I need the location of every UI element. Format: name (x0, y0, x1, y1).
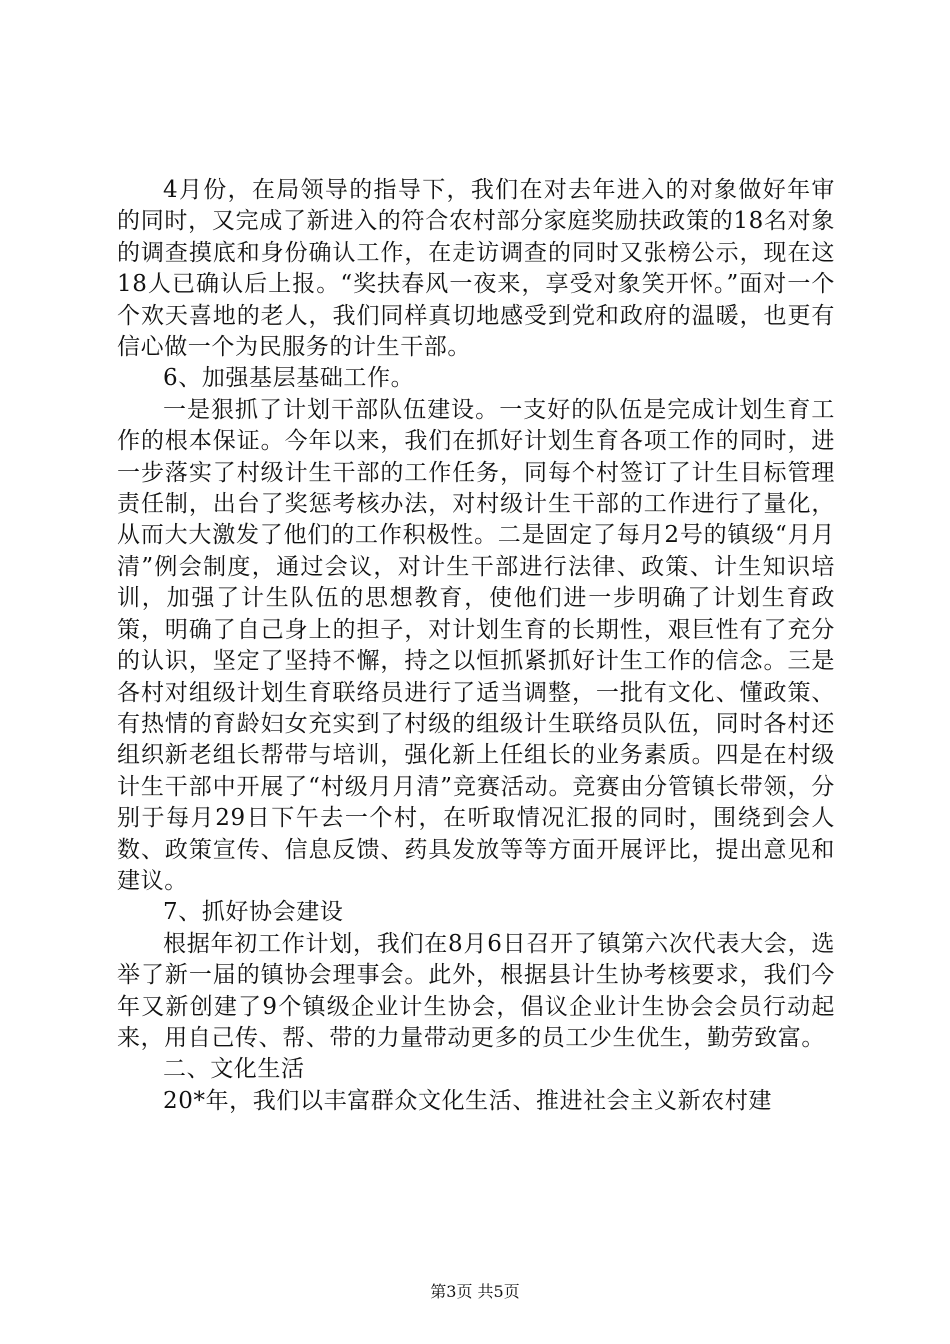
paragraph-grassroots-work: 一是狠抓了计划干部队伍建设。一支好的队伍是完成计划生育工作的根本保证。今年以来，我们在抓好计划生育各项工作的同时，进一步落实了村级计生干部的工作任务，同每个村签订了计生目标管理责任制，出台了奖惩考核办法，对村级计生干部的工作进行了量化，从而大大激发了他们的工作积极性。二是固定了每月2号的镇级“月月清”例会制度，通过会议，对计生干部进行法律、政策、计生知识培训，加强了计生队伍的思想教育，使他们进一步明确了计划生育政策，明确了自己身上的担子，对计划生育的长期性，艰巨性有了充分的认识，坚定了坚持不懈，持之以恒抓紧抓好计生工作的信念。三是各村对组级计划生育联络员进行了适当调整，一批有文化、懂政策、有热情的育龄妇女充实到了村级的组级计生联络员队伍，同时各村还组织新老组长帮带与培训，强化新上任组长的业务素质。四是在村级计生干部中开展了“村级月月清”竞赛活动。竞赛由分管镇长带领，分别于每月29日下午去一个村，在听取情况汇报的同时，围绕到会人数、政策宣传、信息反馈、药具发放等等方面开展评比，提出意见和建议。 (117, 396, 835, 894)
document-body (117, 175, 835, 1117)
page-footer: 第3页 共5页 (430, 1282, 520, 1301)
paragraph-association-building: 根据年初工作计划，我们在8月6日召开了镇第六次代表大会，选举了新一届的镇协会理事会。此外，根据县计生协考核要求，我们今年又新创建了9个镇级企业计生协会，倡议企业计生协会会员行动起来，用自己传、帮、带的力量带动更多的员工少生优生，勤劳致富。 (117, 930, 835, 1051)
section-heading-association: 7、抓好协会建设 (163, 899, 344, 926)
section-heading-culture: 二、文化生活 (163, 1056, 305, 1083)
paragraph-award-subsidy: 4月份，在局领导的指导下，我们在对去年进入的对象做好年审的同时，又完成了新进入的符合农村部分家庭奖励扶政策的18名对象的调查摸底和身份确认工作，在走访调查的同时又张榜公示，现在这18人已确认后上报。“奖扶春风一夜来，享受对象笑开怀。”面对一个个欢天喜地的老人，我们同样真切地感受到党和政府的温暖，也更有信心做一个为民服务的计生干部。 (117, 177, 835, 361)
section-heading-grassroots: 6、加强基层基础工作。 (163, 365, 415, 392)
paragraph-culture-life: 20*年，我们以丰富群众文化生活、推进社会主义新农村建 (163, 1087, 772, 1114)
